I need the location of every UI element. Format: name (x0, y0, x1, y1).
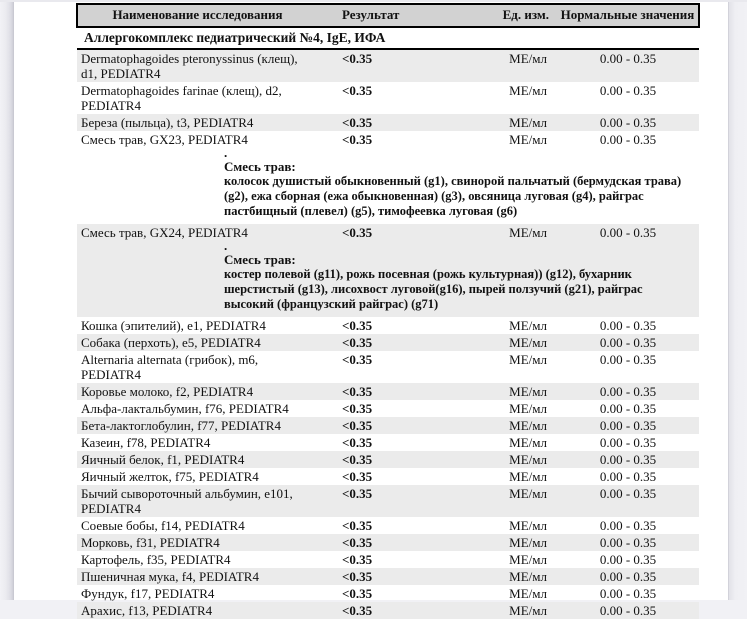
table-row (77, 82, 699, 114)
unit-cell: МЕ/мл (509, 435, 547, 450)
note-dot: . (224, 145, 228, 160)
test-name-cell: Dermatophagoides pteronyssinus (клещ), d1, PEDIATR4 (81, 51, 298, 81)
note-title: Смесь трав: (224, 252, 296, 267)
result-cell: <0.35 (342, 535, 373, 550)
table-row (77, 400, 699, 417)
note-row (77, 148, 699, 224)
note-row (77, 241, 699, 317)
note-body: костер полевой (g11), рожь посевная (рожь культурная)) (g12), бухарник шерстистый (g13), лисохвост луговой(g16), пырей ползучий (g21), райграс высокий (французский райграс) (g71) (224, 267, 643, 311)
top-edge (0, 0, 747, 2)
result-cell: <0.35 (342, 132, 373, 147)
test-name-cell: Арахис, f13, PEDIATR4 (81, 603, 213, 618)
unit-cell: МЕ/мл (509, 452, 547, 467)
test-name-cell: Фундук, f17, PEDIATR4 (81, 586, 215, 601)
test-name-cell: Кошка (эпителий), e1, PEDIATR4 (81, 318, 266, 333)
table-row (77, 602, 699, 619)
test-name-cell: Alternaria alternata (грибок), m6, PEDIATR4 (81, 352, 259, 382)
range-cell: 0.00 - 0.35 (599, 603, 657, 618)
test-name-cell: Соевые бобы, f14, PEDIATR4 (81, 518, 245, 533)
table-header (77, 4, 699, 27)
unit-cell: МЕ/мл (509, 318, 547, 333)
header-row (77, 4, 699, 27)
range-cell: 0.00 - 0.35 (599, 452, 657, 467)
report-page (14, 0, 729, 618)
test-name-cell: Смесь трав, GX23, PEDIATR4 (81, 132, 248, 147)
range-cell: 0.00 - 0.35 (599, 384, 657, 399)
table-row (77, 451, 699, 468)
table-row (77, 224, 699, 241)
table-row (77, 534, 699, 551)
range-cell: 0.00 - 0.35 (599, 335, 657, 350)
test-name-cell: Смесь трав, GX24, PEDIATR4 (81, 225, 248, 240)
result-cell: <0.35 (342, 552, 373, 567)
result-cell: <0.35 (342, 586, 373, 601)
range-cell: 0.00 - 0.35 (599, 518, 657, 533)
table-row (77, 434, 699, 451)
table-row (77, 351, 699, 383)
unit-cell: МЕ/мл (509, 486, 547, 501)
test-name-cell: Пшеничная мука, f4, PEDIATR4 (81, 569, 259, 584)
range-cell: 0.00 - 0.35 (599, 418, 657, 433)
section-title-row (77, 27, 699, 49)
table-row (77, 131, 699, 148)
result-cell: <0.35 (342, 115, 373, 130)
table-row (77, 551, 699, 568)
unit-cell: МЕ/мл (509, 469, 547, 484)
range-cell: 0.00 - 0.35 (599, 552, 657, 567)
unit-cell: МЕ/мл (509, 335, 547, 350)
result-cell: <0.35 (342, 384, 373, 399)
table-row (77, 49, 699, 82)
unit-cell: МЕ/мл (509, 115, 547, 130)
range-cell: 0.00 - 0.35 (599, 486, 657, 501)
result-cell: <0.35 (342, 603, 373, 618)
table-row (77, 585, 699, 602)
range-cell: 0.00 - 0.35 (599, 569, 657, 584)
note-cell (77, 145, 699, 224)
table-row (77, 383, 699, 400)
unit-cell: МЕ/мл (509, 132, 547, 147)
unit-cell: МЕ/мл (509, 586, 547, 601)
table-row (77, 485, 699, 517)
result-cell: <0.35 (342, 418, 373, 433)
section-title: Аллергокомплекс педиатрический №4, IgE, ИФА (77, 27, 699, 49)
range-cell: 0.00 - 0.35 (599, 51, 657, 66)
table-row (77, 317, 699, 334)
test-name-cell: Альфа-лактальбумин, f76, PEDIATR4 (81, 401, 289, 416)
result-cell: <0.35 (342, 452, 373, 467)
unit-cell: МЕ/мл (509, 401, 547, 416)
range-cell: 0.00 - 0.35 (599, 535, 657, 550)
unit-cell: МЕ/мл (509, 225, 547, 240)
result-cell: <0.35 (342, 335, 373, 350)
result-cell: <0.35 (342, 518, 373, 533)
unit-cell: МЕ/мл (509, 569, 547, 584)
lab-results-table (76, 3, 700, 619)
result-cell: <0.35 (342, 469, 373, 484)
note-cell (77, 238, 699, 317)
result-cell: <0.35 (342, 401, 373, 416)
column-header-test-name: Наименование исследования (77, 4, 317, 27)
test-name-cell: Коровье молоко, f2, PEDIATR4 (81, 384, 254, 399)
result-cell: <0.35 (342, 318, 373, 333)
table-row (77, 417, 699, 434)
unit-cell: МЕ/мл (509, 384, 547, 399)
unit-cell: МЕ/мл (509, 603, 547, 618)
result-cell: <0.35 (342, 352, 373, 367)
column-header-unit: Ед. изм. (447, 4, 557, 27)
result-cell: <0.35 (342, 435, 373, 450)
test-name-cell: Бета-лактоглобулин, f77, PEDIATR4 (81, 418, 281, 433)
test-name-cell: Бычий сывороточный альбумин, e101, PEDIATR4 (81, 486, 293, 516)
results-tbody (77, 27, 699, 619)
unit-cell: МЕ/мл (509, 352, 547, 367)
unit-cell: МЕ/мл (509, 83, 547, 98)
unit-cell: МЕ/мл (509, 552, 547, 567)
range-cell: 0.00 - 0.35 (599, 83, 657, 98)
range-cell: 0.00 - 0.35 (599, 115, 657, 130)
test-name-cell: Морковь, f31, PEDIATR4 (81, 535, 220, 550)
table-row (77, 568, 699, 585)
unit-cell: МЕ/мл (509, 535, 547, 550)
range-cell: 0.00 - 0.35 (599, 132, 657, 147)
unit-cell: МЕ/мл (509, 518, 547, 533)
table-row (77, 114, 699, 131)
range-cell: 0.00 - 0.35 (599, 401, 657, 416)
test-name-cell: Казеин, f78, PEDIATR4 (81, 435, 211, 450)
note-body: колосок душистый обыкновенный (g1), свинорой пальчатый (бермудская трава) (g2), ежа сборная (ежа обыкновенная) (g3), овсяница луговая (g4), райграс пастбищный (плевел) (g5), тимофеевка луговая (g6) (224, 174, 682, 218)
test-name-cell: Яичный белок, f1, PEDIATR4 (81, 452, 245, 467)
test-name-cell: Картофель, f35, PEDIATR4 (81, 552, 231, 567)
range-cell: 0.00 - 0.35 (599, 435, 657, 450)
unit-cell: МЕ/мл (509, 418, 547, 433)
range-cell: 0.00 - 0.35 (599, 318, 657, 333)
column-header-result: Результат (317, 4, 447, 27)
result-cell: <0.35 (342, 486, 373, 501)
note-dot: . (224, 238, 228, 253)
page-edge-left (0, 0, 14, 600)
test-name-cell: Собака (перхоть), e5, PEDIATR4 (81, 335, 261, 350)
range-cell: 0.00 - 0.35 (599, 586, 657, 601)
table-row (77, 334, 699, 351)
test-name-cell: Яичный желток, f75, PEDIATR4 (81, 469, 259, 484)
result-cell: <0.35 (342, 51, 373, 66)
range-cell: 0.00 - 0.35 (599, 225, 657, 240)
note-title: Смесь трав: (224, 159, 296, 174)
unit-cell: МЕ/мл (509, 51, 547, 66)
page-edge-right (728, 0, 747, 600)
table-row (77, 468, 699, 485)
range-cell: 0.00 - 0.35 (599, 352, 657, 367)
result-cell: <0.35 (342, 83, 373, 98)
result-cell: <0.35 (342, 225, 373, 240)
table-row (77, 517, 699, 534)
result-cell: <0.35 (342, 569, 373, 584)
test-name-cell: Dermatophagoides farinae (клещ), d2, PEDIATR4 (81, 83, 282, 113)
test-name-cell: Береза (пыльца), t3, PEDIATR4 (81, 115, 254, 130)
range-cell: 0.00 - 0.35 (599, 469, 657, 484)
column-header-range: Нормальные значения (557, 4, 699, 27)
